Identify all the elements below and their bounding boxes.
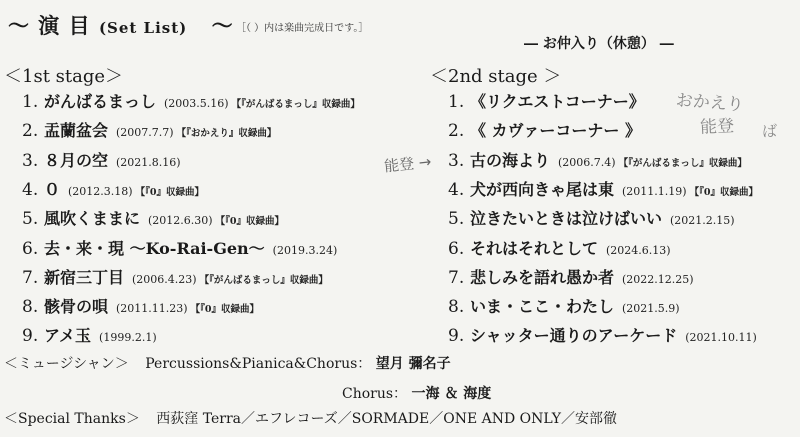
song-date: (2006.4.23) bbox=[132, 272, 197, 286]
chorus-name: 一海 ＆ 海度 bbox=[411, 386, 492, 402]
song-row bbox=[448, 89, 656, 112]
song-title: いま・ここ・わたし bbox=[470, 297, 615, 317]
date-note: ［（ ）内は楽曲完成日です。］ bbox=[236, 23, 369, 34]
song-date: (2021.8.16) bbox=[116, 155, 181, 169]
song-title: 犬が西向きゃ尾は東 bbox=[470, 179, 615, 199]
song-row bbox=[22, 89, 360, 112]
song-date: (2021.10.11) bbox=[685, 331, 757, 345]
song-title: ８月の空 bbox=[44, 150, 109, 170]
song-row bbox=[22, 323, 160, 346]
song-num: 8. bbox=[448, 297, 465, 318]
title-text: ～ 演 目 bbox=[8, 13, 91, 38]
song-album: 【『がんばるまっし』収録曲】 bbox=[199, 274, 328, 286]
song-title: 骸骨の唄 bbox=[44, 297, 109, 317]
intermission-label: ― お仲入り（休憩） ― bbox=[524, 36, 674, 52]
song-row bbox=[448, 206, 738, 229]
song-row bbox=[22, 265, 328, 288]
song-num: 4. bbox=[22, 179, 39, 200]
song-row bbox=[22, 294, 259, 317]
song-num: 9. bbox=[22, 326, 39, 347]
song-num: 5. bbox=[22, 209, 39, 230]
song-date: (2011.1.19) bbox=[622, 184, 687, 198]
page-title bbox=[8, 10, 234, 40]
song-date: (2011.11.23) bbox=[116, 302, 188, 316]
song-title: 去・来・現 ～Ko-Rai-Gen～ bbox=[44, 238, 265, 258]
song-date: (2019.3.24) bbox=[272, 243, 338, 257]
title-end: ～ bbox=[211, 13, 234, 38]
song-title: 風吹くままに bbox=[44, 209, 141, 229]
song-album: 【『0』収録曲】 bbox=[190, 304, 259, 316]
handwritten-note-left: 能登 → bbox=[383, 152, 433, 176]
thanks-label: ＜Special Thanks＞ bbox=[4, 411, 140, 427]
song-title: 《リクエストコーナー》 bbox=[470, 92, 645, 111]
song-date: (2024.6.13) bbox=[606, 243, 671, 257]
stage2-label: ＜2nd stage ＞ bbox=[430, 66, 562, 87]
song-date: (2022.12.25) bbox=[622, 272, 694, 286]
stage1-label: ＜1st stage＞ bbox=[4, 66, 124, 87]
thanks-text: 西荻窪 Terra／エフレコーズ／SORMADE／ONE AND ONLY／安部徹 bbox=[156, 411, 618, 427]
song-date: (1999.2.1) bbox=[99, 331, 157, 345]
song-date: (2007.7.7) bbox=[116, 126, 174, 140]
song-title: それはそれとして bbox=[470, 238, 599, 258]
song-num: 2. bbox=[22, 121, 39, 142]
song-row bbox=[22, 148, 184, 171]
song-title: アメ玉 bbox=[44, 326, 92, 346]
song-num: 2. bbox=[448, 121, 465, 142]
song-album: 【『0』収録曲】 bbox=[689, 186, 758, 198]
song-album: 【『0』収録曲】 bbox=[135, 186, 204, 198]
chorus-role: Chorus： bbox=[342, 386, 408, 402]
song-row bbox=[448, 265, 697, 288]
handwritten-note-top: おかえり bbox=[675, 90, 745, 116]
song-num: 7. bbox=[22, 267, 39, 288]
song-title: 古の海より bbox=[470, 150, 551, 170]
song-album: 【『がんばるまっし』収録曲】 bbox=[231, 99, 360, 110]
special-thanks bbox=[4, 408, 617, 428]
song-row bbox=[448, 236, 674, 259]
chorus-credit bbox=[342, 383, 491, 403]
song-num: 8. bbox=[22, 297, 39, 318]
song-row bbox=[448, 148, 747, 171]
title-subtitle: (Set List) bbox=[98, 19, 188, 37]
musician-label: ＜ミュージシャン＞ bbox=[4, 356, 129, 372]
song-date: (2006.7.4) bbox=[558, 155, 616, 169]
song-title: がんばるまっし bbox=[44, 92, 157, 111]
song-row bbox=[22, 118, 276, 141]
song-row bbox=[448, 177, 758, 200]
song-album: 【『おかえり』収録曲】 bbox=[176, 128, 277, 140]
song-title: 盂蘭盆会 bbox=[44, 121, 109, 141]
song-num: 3. bbox=[448, 150, 465, 171]
song-album: 【『0』収録曲】 bbox=[215, 216, 284, 228]
song-date: (2012.6.30) bbox=[148, 214, 213, 228]
song-title: シャッター通りのアーケード bbox=[470, 326, 678, 346]
song-title: 泣きたいときは泣けばいい bbox=[470, 209, 663, 229]
song-date: (2003.5.16) bbox=[164, 97, 229, 110]
song-title: 《 カヴァーコーナー 》 bbox=[470, 121, 641, 141]
song-row bbox=[22, 177, 204, 200]
song-title: 新宿三丁目 bbox=[44, 267, 125, 287]
song-num: 5. bbox=[448, 209, 465, 230]
song-title: 悲しみを語れ愚か者 bbox=[470, 267, 615, 287]
song-title: ０ bbox=[44, 179, 61, 199]
song-num: 1. bbox=[22, 92, 39, 112]
song-num: 1. bbox=[448, 92, 465, 112]
song-num: 6. bbox=[448, 238, 465, 259]
musician-credit bbox=[4, 353, 451, 373]
song-date: (2021.2.15) bbox=[670, 214, 735, 228]
handwritten-note-mid: 能登 bbox=[699, 116, 735, 138]
song-num: 6. bbox=[22, 238, 39, 259]
song-album: 【『がんばるまっし』収録曲】 bbox=[618, 157, 747, 169]
handwritten-note-right: ば bbox=[762, 122, 778, 140]
musician-role: Percussions&Pianica&Chorus： bbox=[145, 356, 372, 372]
musician-name: 望月 彌名子 bbox=[375, 356, 451, 372]
song-date: (2012.3.18) bbox=[68, 184, 133, 198]
song-num: 4. bbox=[448, 179, 465, 200]
song-num: 3. bbox=[22, 150, 39, 171]
song-row bbox=[448, 323, 760, 346]
song-date: (2021.5.9) bbox=[622, 302, 680, 316]
song-row bbox=[22, 236, 340, 259]
song-num: 7. bbox=[448, 267, 465, 288]
song-row bbox=[448, 294, 683, 317]
song-row bbox=[22, 206, 284, 229]
song-row bbox=[448, 118, 652, 141]
song-num: 9. bbox=[448, 326, 465, 347]
